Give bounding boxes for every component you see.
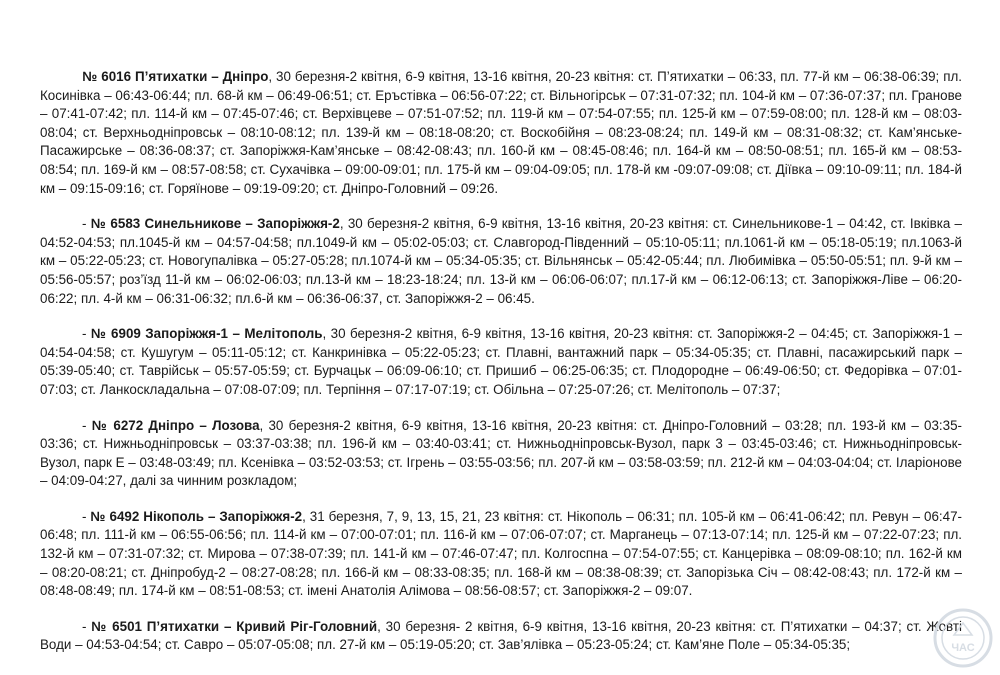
entry-prefix: - [82, 508, 91, 524]
watermark-ring [935, 610, 991, 666]
train-schedule-text: , 30 березня-2 квітня, 6-9 квітня, 13-16 квітня, 20-23 квітня: ст. П’ятихатки – 06:33, пл. 77-й км – 06:38-06:39; пл. Косинівка – 06:43-06:44; пл. 68-й км – 06:49-06:51; ст. Еръстівка – 06:56-07:22; ст. Вільногірськ – 07:31-07:32; пл. 104-й км – 07:36-07:37; пл. Гранове – 07:41-07:42; пл. 114-й км – 07:45-07:46; ст. Верхівцеве – 07:51-07:52; пл. 119-й км – 07:54-07:55; пл. 125-й км – 07:59-08:00; пл. 128-й км – 08:03-08:04; ст. Верхньодніпровськ – 08:10-08:12; пл. 139-й км – 08:18-08:20; ст. Воскобійня – 08:23-08:24; пл. 149-й км – 08:31-08:32; ст. Кам’янське-Пасажирське – 08:36-08:37; ст. Запоріжжя-Кам’янське – 08:42-08:43; пл. 160-й км – 08:45-08:46; пл. 164-й км – 08:50-08:51; пл. 165-й км – 08:53-08:54; пл. 169-й км – 08:57-08:58; ст. Сухачівка – 09:00-09:01; пл. 175-й км – 09:04-09:05; пл. 178-й км -09:07-09:08; ст. Діївка – 09:10-09:11; пл. 184-й км – 09:15-09:16; ст. Горяїнове – 09:19-09:20; ст. Дніпро-Головний – 09:26. [40, 69, 962, 196]
train-title: № 6272 Дніпро – Лозова [91, 417, 260, 433]
train-schedule-text: , 30 березня- 2 квітня, 6-9 квітня, 13-16 квітня, 20-23 квітня: ст. П’ятихатки – 04:37; ст. Жовті Води – 04:53-04:54; ст. Савро – 05:07-05:08; пл. 27-й км – 05:19-05:20; ст. Зав’ялівка – 05:23-05:24; ст. Кам’яне Поле – 05:34-05:35; [40, 618, 962, 653]
entry-prefix: - [82, 417, 92, 433]
watermark-text: ЧАС [951, 642, 975, 654]
train-entry-6492 [40, 508, 962, 601]
watermark-emblem-icon [932, 607, 994, 669]
train-schedule-text: , 30 березня-2 квітня, 6-9 квітня, 13-16 квітня, 20-23 квітня: ст. Запоріжжя-2 – 04:45; ст. Запоріжжя-1 – 04:54-04:58; ст. Кушугум – 05:11-05:12; ст. Канкринівка – 05:22-05:23; ст. Плавні, вантажний парк – 05:34-05:35; ст. Плавні, пасажирський парк – 05:39-05:40; ст. Таврійськ – 05:57-05:59; ст. Бурчацьк – 06:09-06:10; ст. Пришиб – 06:25-06:35; ст. Плодородне – 06:49-06:50; ст. Федорівка – 07:01-07:03; ст. Ланкоскладальна – 07:08-07:09; пл. Терпіння – 07:17-07:19; ст. Обільна – 07:25-07:26; ст. Мелітополь – 07:37; [40, 326, 962, 397]
schedule-document [40, 68, 962, 672]
train-schedule-text: , 30 березня-2 квітня, 6-9 квітня, 13-16 квітня, 20-23 квітня: ст. Синельникове-1 – 04:42, ст. Івківка – 04:52-04:53; пл.1045-й км – 04:57-04:58; пл.1049-й км – 05:02-05:03; ст. Славгород-Південний – 05:10-05:11; пл.1061-й км – 05:18-05:19; пл.1063-й км – 05:22-05:23; ст. Новогупалівка – 05:27-05:28; пл.1074-й км – 05:34-05:35; ст. Вільнянськ – 05:42-05:44; пл. Любимівка – 05:50-05:51; пл. 9-й км – 05:56-05:57; роз’їзд 11-й км – 06:02-06:03; пл.13-й км – 18:23-18:24; пл. 13-й км – 06:06-06:07; пл.17-й км – 06:12-06:13; ст. Запоріжжя-Ліве – 06:20-06:22; пл. 4-й км – 06:31-06:32; пл.6-й км – 06:36-06:37, ст. Запоріжжя-2 – 06:45. [40, 216, 962, 306]
train-schedule-text: , 31 березня, 7, 9, 13, 15, 21, 23 квітня: ст. Нікополь – 06:31; пл. 105-й км – 06:41-06:42; пл. Ревун – 06:47-06:48; пл. 111-й км – 06:55-06:56; пл. 114-й км – 07:00-07:01; пл. 116-й км – 07:06-07:07; ст. Марганець – 07:13-07:14; пл. 125-й км – 07:22-07:23; пл. 132-й км – 07:31-07:32; ст. Мирова – 07:38-07:39; пл. 141-й км – 07:46-07:47; пл. Колгоспна – 07:54-07:55; ст. Канцерівка – 08:09-08:10; пл. 162-й км – 08:20-08:21; ст. Дніпробуд-2 – 08:27-08:28; пл. 166-й км – 08:33-08:35; пл. 168-й км – 08:38-08:39; ст. Запорізька Січ – 08:42-08:43; пл. 172-й км – 08:48-08:49; пл. 174-й км – 08:51-08:53; ст. імені Анатолія Алімова – 08:56-08:57; ст. Запоріжжя-2 – 09:07. [40, 508, 962, 599]
train-entry-6016 [40, 68, 962, 198]
train-entry-6909 [40, 325, 962, 399]
entry-prefix: - [82, 216, 91, 232]
train-title: № 6583 Синельникове – Запоріжжя-2 [90, 216, 340, 232]
train-title: № 6492 Нікополь – Запоріжжя-2 [90, 508, 303, 524]
train-entry-6272 [40, 417, 962, 491]
watermark-tower-icon [954, 623, 972, 635]
train-title: № 6909 Запоріжжя-1 – Мелітополь [90, 326, 323, 342]
train-entry-6501 [40, 618, 962, 655]
train-title: № 6016 П’ятихатки – Дніпро [82, 69, 269, 84]
train-schedule-text: , 30 березня-2 квітня, 6-9 квітня, 13-16 квітня, 20-23 квітня: ст. Дніпро-Головний – 03:28; пл. 193-й км – 03:35-03:36; ст. Нижньодніпровськ – 03:37-03:38; пл. 196-й км – 03:40-03:41; ст. Нижньодніпровськ-Вузол, парк 3 – 03:45-03:46; ст. Нижньодніпровськ-Вузол, парк Е – 03:48-03:49; пл. Ксенівка – 03:52-03:53; ст. Ігрень – 03:55-03:56; пл. 207-й км – 03:58-03:59; пл. 212-й км – 04:03-04:04; ст. Іларіонове – 04:09-04:27, далі за чинним розкладом; [40, 417, 962, 489]
entry-prefix: - [82, 326, 91, 342]
watermark-logo [932, 607, 994, 669]
train-entry-6583 [40, 215, 962, 308]
entry-prefix: - [82, 618, 92, 634]
train-title: № 6501 П’ятихатки – Кривий Ріг-Головний [91, 618, 378, 634]
